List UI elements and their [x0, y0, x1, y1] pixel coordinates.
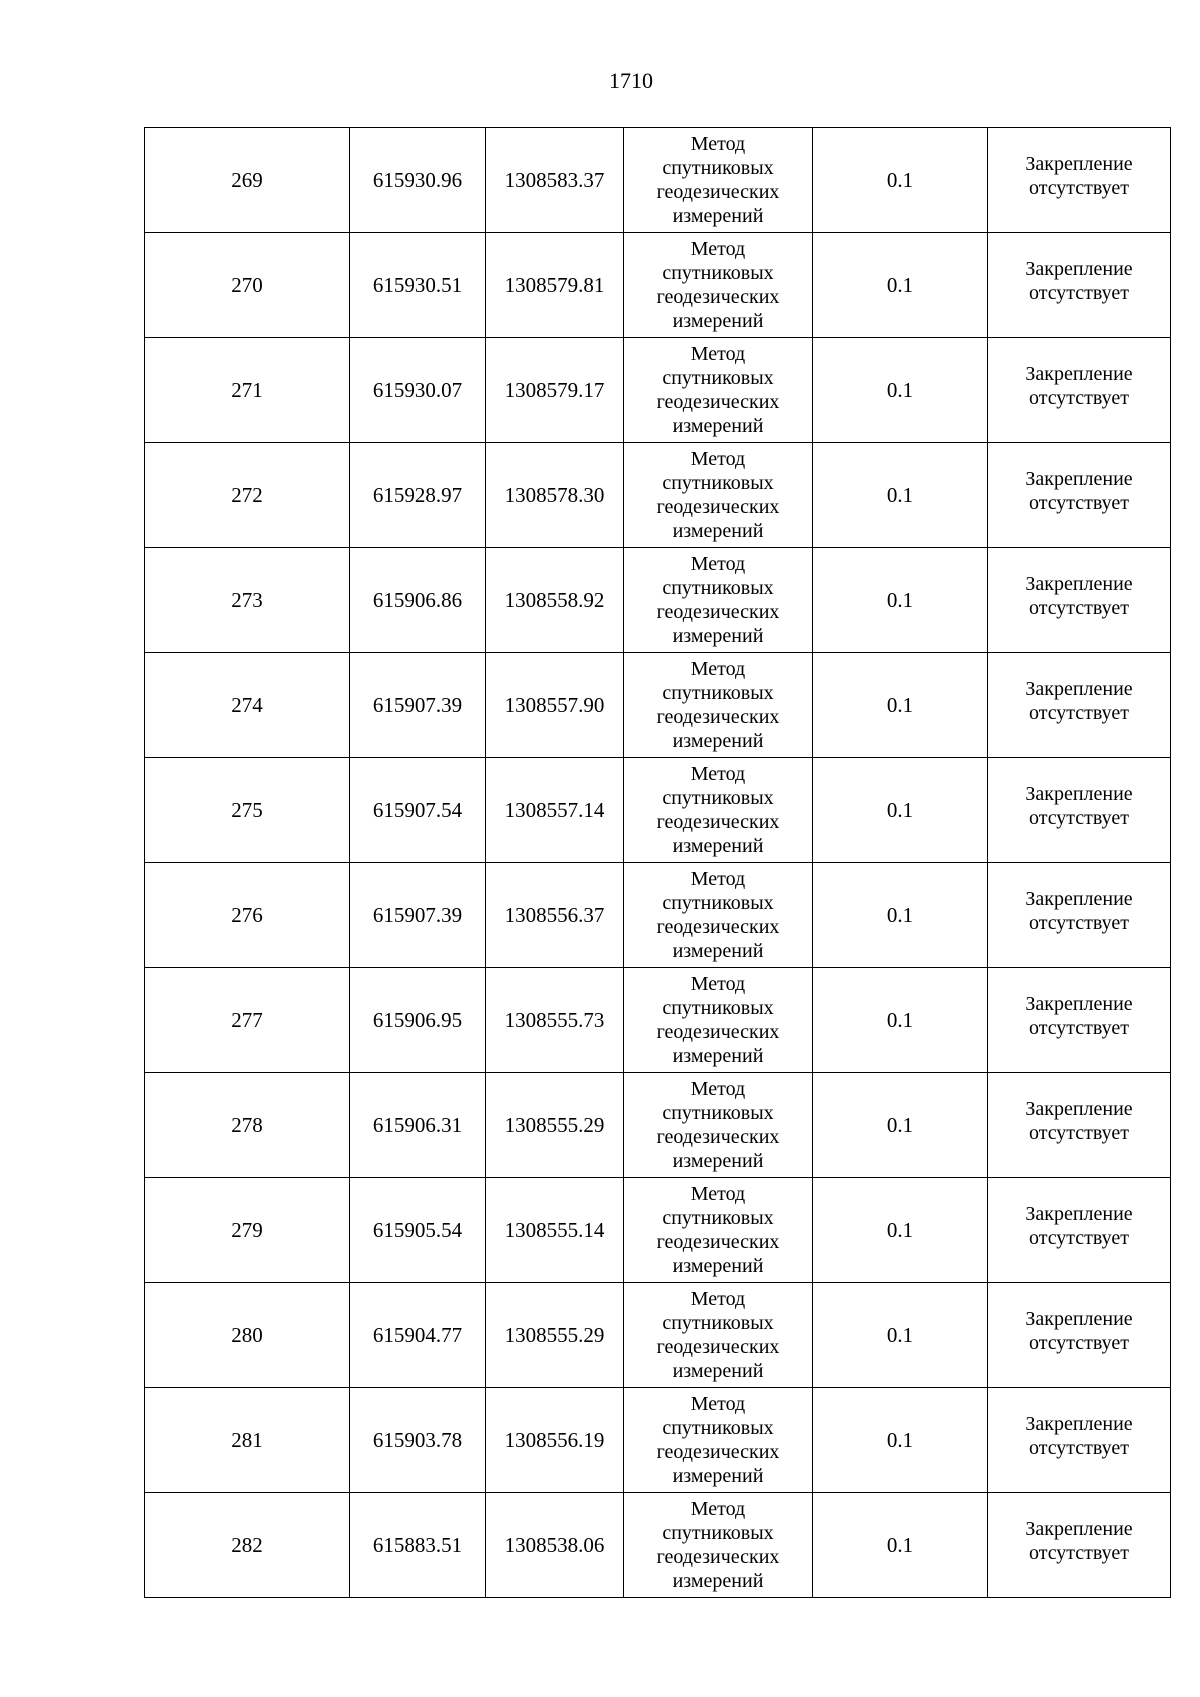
fixing-line: Закрепление: [1025, 1308, 1133, 1330]
method-line: измерений: [672, 1360, 764, 1382]
method-line: спутниковых: [662, 682, 774, 704]
table-row: [145, 548, 1171, 653]
fixing-cell: [988, 1388, 1171, 1493]
method-line: спутниковых: [662, 997, 774, 1019]
accuracy-cell: 0.1: [813, 338, 988, 443]
fixing-line: Закрепление: [1025, 678, 1133, 700]
fixing-line: Закрепление: [1025, 1203, 1133, 1225]
fixing-line: отсутствует: [1028, 1227, 1130, 1249]
y-coordinate-cell: 1308557.90: [486, 653, 624, 758]
accuracy-cell: 0.1: [813, 1388, 988, 1493]
y-coordinate-cell: 1308556.19: [486, 1388, 624, 1493]
method-line: измерений: [672, 520, 764, 542]
method-line: спутниковых: [662, 892, 774, 914]
fixing-line: Закрепление: [1025, 1413, 1133, 1435]
x-coordinate-cell: 615906.86: [350, 548, 486, 653]
method-line: измерений: [672, 1465, 764, 1487]
method-line: геодезических: [656, 601, 780, 623]
method-line: спутниковых: [662, 1522, 774, 1544]
fixing-line: отсутствует: [1028, 1017, 1130, 1039]
method-line: спутниковых: [662, 577, 774, 599]
method-line: измерений: [672, 415, 764, 437]
y-coordinate-cell: 1308555.29: [486, 1283, 624, 1388]
method-line: измерений: [672, 1570, 764, 1592]
point-number-cell: 282: [145, 1493, 350, 1598]
y-coordinate-cell: 1308558.92: [486, 548, 624, 653]
accuracy-cell: 0.1: [813, 968, 988, 1073]
y-coordinate-cell: 1308538.06: [486, 1493, 624, 1598]
fixing-line: Закрепление: [1025, 783, 1133, 805]
method-line: Метод: [690, 448, 746, 470]
x-coordinate-cell: 615904.77: [350, 1283, 486, 1388]
method-line: геодезических: [656, 1546, 780, 1568]
fixing-cell: [988, 758, 1171, 863]
y-coordinate-cell: 1308555.29: [486, 1073, 624, 1178]
method-cell: [624, 1283, 813, 1388]
x-coordinate-cell: 615928.97: [350, 443, 486, 548]
accuracy-cell: 0.1: [813, 1073, 988, 1178]
method-line: спутниковых: [662, 1102, 774, 1124]
fixing-line: отсутствует: [1028, 1332, 1130, 1354]
method-cell: [624, 968, 813, 1073]
method-line: Метод: [690, 1498, 746, 1520]
fixing-line: отсутствует: [1028, 1542, 1130, 1564]
method-line: измерений: [672, 310, 764, 332]
point-number-cell: 277: [145, 968, 350, 1073]
point-number-cell: 274: [145, 653, 350, 758]
fixing-line: отсутствует: [1028, 282, 1130, 304]
point-number-cell: 279: [145, 1178, 350, 1283]
fixing-line: отсутствует: [1028, 807, 1130, 829]
y-coordinate-cell: 1308555.73: [486, 968, 624, 1073]
method-line: Метод: [690, 1393, 746, 1415]
method-cell: [624, 443, 813, 548]
point-number-cell: 280: [145, 1283, 350, 1388]
table-row: [145, 128, 1171, 233]
accuracy-cell: 0.1: [813, 1493, 988, 1598]
x-coordinate-cell: 615930.07: [350, 338, 486, 443]
method-line: спутниковых: [662, 1207, 774, 1229]
point-number-cell: 271: [145, 338, 350, 443]
x-coordinate-cell: 615903.78: [350, 1388, 486, 1493]
method-cell: [624, 1388, 813, 1493]
point-number-cell: 278: [145, 1073, 350, 1178]
table-row: [145, 653, 1171, 758]
point-number-cell: 269: [145, 128, 350, 233]
fixing-line: Закрепление: [1025, 573, 1133, 595]
method-line: Метод: [690, 133, 746, 155]
y-coordinate-cell: 1308557.14: [486, 758, 624, 863]
fixing-cell: [988, 1073, 1171, 1178]
method-line: Метод: [690, 1183, 746, 1205]
point-number-cell: 275: [145, 758, 350, 863]
y-coordinate-cell: 1308578.30: [486, 443, 624, 548]
method-line: геодезических: [656, 391, 780, 413]
x-coordinate-cell: 615907.39: [350, 653, 486, 758]
method-line: спутниковых: [662, 472, 774, 494]
accuracy-cell: 0.1: [813, 653, 988, 758]
y-coordinate-cell: 1308583.37: [486, 128, 624, 233]
method-line: Метод: [690, 1078, 746, 1100]
method-line: Метод: [690, 238, 746, 260]
method-line: геодезических: [656, 181, 780, 203]
method-cell: [624, 338, 813, 443]
method-cell: [624, 653, 813, 758]
fixing-line: отсутствует: [1028, 702, 1130, 724]
x-coordinate-cell: 615907.54: [350, 758, 486, 863]
accuracy-cell: 0.1: [813, 443, 988, 548]
method-line: измерений: [672, 940, 764, 962]
y-coordinate-cell: 1308579.81: [486, 233, 624, 338]
method-line: измерений: [672, 1045, 764, 1067]
fixing-line: отсутствует: [1028, 1437, 1130, 1459]
accuracy-cell: 0.1: [813, 233, 988, 338]
fixing-cell: [988, 653, 1171, 758]
fixing-cell: [988, 233, 1171, 338]
fixing-cell: [988, 548, 1171, 653]
fixing-cell: [988, 1283, 1171, 1388]
x-coordinate-cell: 615930.96: [350, 128, 486, 233]
method-line: Метод: [690, 553, 746, 575]
fixing-line: Закрепление: [1025, 468, 1133, 490]
method-line: измерений: [672, 205, 764, 227]
method-line: Метод: [690, 658, 746, 680]
x-coordinate-cell: 615883.51: [350, 1493, 486, 1598]
table-row: [145, 1388, 1171, 1493]
method-line: спутниковых: [662, 787, 774, 809]
method-line: геодезических: [656, 1231, 780, 1253]
x-coordinate-cell: 615907.39: [350, 863, 486, 968]
coordinates-table: [144, 127, 1171, 1598]
fixing-line: Закрепление: [1025, 993, 1133, 1015]
method-line: геодезических: [656, 916, 780, 938]
method-cell: [624, 1073, 813, 1178]
method-line: спутниковых: [662, 157, 774, 179]
method-line: Метод: [690, 343, 746, 365]
method-line: измерений: [672, 1255, 764, 1277]
accuracy-cell: 0.1: [813, 1178, 988, 1283]
point-number-cell: 281: [145, 1388, 350, 1493]
page-number: 1710: [609, 68, 653, 93]
method-line: геодезических: [656, 706, 780, 728]
fixing-cell: [988, 1493, 1171, 1598]
method-line: измерений: [672, 730, 764, 752]
method-line: Метод: [690, 1288, 746, 1310]
method-cell: [624, 863, 813, 968]
table-row: [145, 233, 1171, 338]
method-line: геодезических: [656, 811, 780, 833]
point-number-cell: 270: [145, 233, 350, 338]
fixing-line: Закрепление: [1025, 1518, 1133, 1540]
coordinates-table-body: [145, 128, 1171, 1598]
fixing-line: отсутствует: [1028, 1122, 1130, 1144]
table-row: [145, 1178, 1171, 1283]
point-number-cell: 276: [145, 863, 350, 968]
fixing-cell: [988, 968, 1171, 1073]
table-row: [145, 443, 1171, 548]
accuracy-cell: 0.1: [813, 863, 988, 968]
fixing-line: отсутствует: [1028, 177, 1130, 199]
table-row: [145, 968, 1171, 1073]
accuracy-cell: 0.1: [813, 128, 988, 233]
accuracy-cell: 0.1: [813, 548, 988, 653]
x-coordinate-cell: 615930.51: [350, 233, 486, 338]
method-line: спутниковых: [662, 262, 774, 284]
table-row: [145, 863, 1171, 968]
method-cell: [624, 1178, 813, 1283]
fixing-line: отсутствует: [1028, 492, 1130, 514]
fixing-cell: [988, 443, 1171, 548]
table-row: [145, 758, 1171, 863]
fixing-line: Закрепление: [1025, 1098, 1133, 1120]
fixing-line: Закрепление: [1025, 258, 1133, 280]
fixing-line: отсутствует: [1028, 387, 1130, 409]
x-coordinate-cell: 615906.95: [350, 968, 486, 1073]
method-cell: [624, 758, 813, 863]
method-cell: [624, 128, 813, 233]
method-line: спутниковых: [662, 367, 774, 389]
accuracy-cell: 0.1: [813, 758, 988, 863]
fixing-cell: [988, 338, 1171, 443]
fixing-line: отсутствует: [1028, 597, 1130, 619]
method-line: измерений: [672, 835, 764, 857]
method-cell: [624, 548, 813, 653]
y-coordinate-cell: 1308555.14: [486, 1178, 624, 1283]
table-row: [145, 1283, 1171, 1388]
method-line: геодезических: [656, 1441, 780, 1463]
accuracy-cell: 0.1: [813, 1283, 988, 1388]
method-line: геодезических: [656, 496, 780, 518]
table-row: [145, 1073, 1171, 1178]
fixing-line: Закрепление: [1025, 363, 1133, 385]
table-row: [145, 338, 1171, 443]
fixing-line: отсутствует: [1028, 912, 1130, 934]
method-line: спутниковых: [662, 1312, 774, 1334]
point-number-cell: 272: [145, 443, 350, 548]
fixing-line: Закрепление: [1025, 888, 1133, 910]
method-line: геодезических: [656, 286, 780, 308]
x-coordinate-cell: 615906.31: [350, 1073, 486, 1178]
method-line: геодезических: [656, 1126, 780, 1148]
fixing-cell: [988, 1178, 1171, 1283]
y-coordinate-cell: 1308579.17: [486, 338, 624, 443]
point-number-cell: 273: [145, 548, 350, 653]
x-coordinate-cell: 615905.54: [350, 1178, 486, 1283]
method-line: спутниковых: [662, 1417, 774, 1439]
method-cell: [624, 233, 813, 338]
fixing-cell: [988, 863, 1171, 968]
table-row: [145, 1493, 1171, 1598]
method-line: геодезических: [656, 1336, 780, 1358]
method-line: Метод: [690, 973, 746, 995]
fixing-line: Закрепление: [1025, 153, 1133, 175]
method-cell: [624, 1493, 813, 1598]
method-line: геодезических: [656, 1021, 780, 1043]
method-line: Метод: [690, 868, 746, 890]
fixing-cell: [988, 128, 1171, 233]
method-line: измерений: [672, 1150, 764, 1172]
method-line: Метод: [690, 763, 746, 785]
method-line: измерений: [672, 625, 764, 647]
y-coordinate-cell: 1308556.37: [486, 863, 624, 968]
